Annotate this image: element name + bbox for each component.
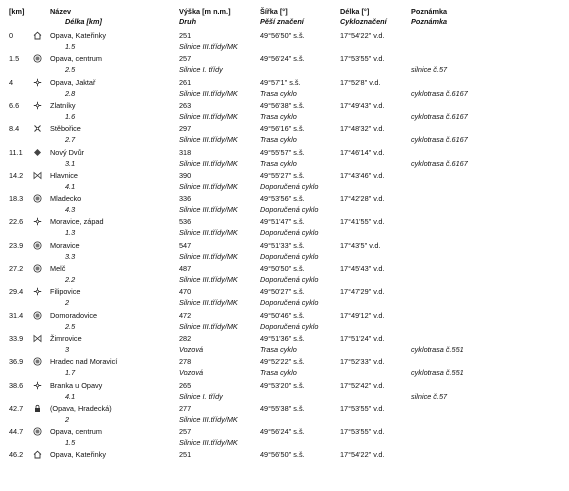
- waypoint-name: Filipovice: [50, 287, 81, 296]
- segment-road-type: Silnice I. třídy: [179, 65, 223, 74]
- waypoint-name: Stěbořice: [50, 124, 81, 133]
- target-icon: [33, 54, 42, 63]
- latitude-cell: 49°55'27" s.š.: [260, 171, 305, 180]
- longitude-cell: 17°42'28" v.d.: [340, 194, 385, 203]
- segment-road-type: Silnice III.třídy/MK: [179, 42, 238, 51]
- waypoint-name: Moravice, západ: [50, 217, 104, 226]
- km-cell: 18.3: [9, 194, 24, 203]
- segment-walk-marking: Trasa cyklo: [260, 112, 297, 121]
- altitude-cell: 257: [179, 54, 192, 63]
- segment-length: 3.1: [65, 159, 76, 168]
- latitude-cell: 49°55'57" s.š.: [260, 148, 305, 157]
- segment-length: 1.5: [65, 42, 76, 51]
- segment-walk-marking: Doporučená cyklo: [260, 205, 319, 214]
- waypoint-name: Nový Dvůr: [50, 148, 85, 157]
- house-icon: [33, 31, 42, 40]
- longitude-cell: 17°53'55" v.d.: [340, 404, 385, 413]
- waypoint-name: Opava, Kateřinky: [50, 450, 106, 459]
- km-cell: 6.6: [9, 101, 20, 110]
- latitude-cell: 49°51'36" s.š.: [260, 334, 305, 343]
- lock-icon: [33, 404, 42, 413]
- latitude-cell: 49°56'50" s.š.: [260, 450, 305, 459]
- altitude-cell: 390: [179, 171, 192, 180]
- waypoint-name: Opava, centrum: [50, 54, 102, 63]
- header-segment-length: Délka [km]: [65, 17, 102, 26]
- km-cell: 0: [9, 31, 14, 40]
- segment-length: 2.8: [65, 89, 76, 98]
- latitude-cell: 49°50'27" s.š.: [260, 287, 305, 296]
- segment-road-type: Silnice III.třídy/MK: [179, 205, 238, 214]
- target-icon: [33, 264, 42, 273]
- segment-road-type: Silnice III.třídy/MK: [179, 252, 238, 261]
- altitude-cell: 487: [179, 264, 192, 273]
- longitude-cell: 17°41'55" v.d.: [340, 217, 385, 226]
- km-cell: 29.4: [9, 287, 24, 296]
- target-icon: [33, 357, 42, 366]
- segment-length: 1.5: [65, 438, 76, 447]
- segment-walk-marking: Trasa cyklo: [260, 368, 297, 377]
- target-icon: [33, 241, 42, 250]
- altitude-cell: 277: [179, 404, 192, 413]
- crossroad-icon: [33, 287, 42, 296]
- segment-walk-marking: Trasa cyklo: [260, 345, 297, 354]
- longitude-cell: 17°47'29" v.d.: [340, 287, 385, 296]
- segment-walk-marking: Doporučená cyklo: [260, 228, 319, 237]
- latitude-cell: 49°51'33" s.š.: [260, 241, 305, 250]
- segment-road-type: Silnice III.třídy/MK: [179, 228, 238, 237]
- segment-length: 2.7: [65, 135, 76, 144]
- altitude-cell: 261: [179, 78, 192, 87]
- segment-road-type: Silnice III.třídy/MK: [179, 438, 238, 447]
- segment-length: 4.1: [65, 392, 76, 401]
- waypoint-name: Žimrovice: [50, 334, 82, 343]
- latitude-cell: 49°52'22" s.š.: [260, 357, 305, 366]
- longitude-cell: 17°43'5" v.d.: [340, 241, 381, 250]
- km-cell: 46.2: [9, 450, 24, 459]
- latitude-cell: 49°50'50" s.š.: [260, 264, 305, 273]
- longitude-cell: 17°53'55" v.d.: [340, 427, 385, 436]
- segment-road-type: Silnice III.třídy/MK: [179, 112, 238, 121]
- waypoint-name: Moravice: [50, 241, 80, 250]
- longitude-cell: 17°52'42" v.d.: [340, 381, 385, 390]
- segment-walk-marking: Trasa cyklo: [260, 135, 297, 144]
- altitude-cell: 297: [179, 124, 192, 133]
- segment-note: silnice č.57: [411, 65, 448, 74]
- crossroad-icon: [33, 78, 42, 87]
- segment-road-type: Silnice III.třídy/MK: [179, 89, 238, 98]
- latitude-cell: 49°50'46" s.š.: [260, 311, 305, 320]
- altitude-cell: 470: [179, 287, 192, 296]
- segment-length: 2: [65, 415, 70, 424]
- segment-road-type: Silnice III.třídy/MK: [179, 275, 238, 284]
- segment-note: cyklotrasa č.6167: [411, 89, 468, 98]
- segment-length: 3.3: [65, 252, 76, 261]
- header-cycle-marking: Cykloznačení: [340, 17, 387, 26]
- header-longitude: Délka [°]: [340, 7, 370, 16]
- longitude-cell: 17°45'43" v.d.: [340, 264, 385, 273]
- km-cell: 23.9: [9, 241, 24, 250]
- altitude-cell: 251: [179, 450, 192, 459]
- altitude-cell: 536: [179, 217, 192, 226]
- longitude-cell: 17°49'12" v.d.: [340, 311, 385, 320]
- segment-length: 2.5: [65, 322, 76, 331]
- segment-note: cyklotrasa č.6167: [411, 112, 468, 121]
- cross-icon: [33, 124, 42, 133]
- longitude-cell: 17°52'33" v.d.: [340, 357, 385, 366]
- segment-length: 2.2: [65, 275, 76, 284]
- house-icon: [33, 450, 42, 459]
- km-cell: 14.2: [9, 171, 24, 180]
- segment-walk-marking: Doporučená cyklo: [260, 182, 319, 191]
- latitude-cell: 49°55'38" s.š.: [260, 404, 305, 413]
- waypoint-name: Zlatníky: [50, 101, 76, 110]
- latitude-cell: 49°53'20" s.š.: [260, 381, 305, 390]
- latitude-cell: 49°57'1" s.š.: [260, 78, 301, 87]
- waypoint-name: Domoradovice: [50, 311, 98, 320]
- km-cell: 31.4: [9, 311, 24, 320]
- target-icon: [33, 311, 42, 320]
- longitude-cell: 17°48'32" v.d.: [340, 124, 385, 133]
- segment-length: 3: [65, 345, 70, 354]
- crossroad-icon: [33, 381, 42, 390]
- waypoint-name: Melč: [50, 264, 66, 273]
- segment-length: 4.3: [65, 205, 76, 214]
- longitude-cell: 17°53'55" v.d.: [340, 54, 385, 63]
- segment-road-type: Silnice III.třídy/MK: [179, 135, 238, 144]
- waypoint-name: (Opava, Hradecká): [50, 404, 112, 413]
- km-cell: 11.1: [9, 148, 23, 157]
- segment-length: 2: [65, 298, 70, 307]
- segment-note: silnice č.57: [411, 392, 448, 401]
- km-cell: 44.7: [9, 427, 24, 436]
- segment-note: cyklotrasa č.551: [411, 345, 464, 354]
- latitude-cell: 49°53'56" s.š.: [260, 194, 305, 203]
- segment-length: 1.7: [65, 368, 76, 377]
- waypoint-name: Opava, Kateřinky: [50, 31, 106, 40]
- diamond-icon: [33, 148, 42, 157]
- segment-road-type: Silnice I. třídy: [179, 392, 223, 401]
- target-icon: [33, 194, 42, 203]
- km-cell: 33.9: [9, 334, 24, 343]
- longitude-cell: 17°52'8" v.d.: [340, 78, 381, 87]
- segment-walk-marking: Trasa cyklo: [260, 89, 297, 98]
- segment-walk-marking: Doporučená cyklo: [260, 298, 319, 307]
- header-latitude: Šířka [°]: [260, 7, 288, 16]
- bow-icon: [33, 171, 42, 180]
- km-cell: 22.6: [9, 217, 24, 226]
- altitude-cell: 336: [179, 194, 192, 203]
- longitude-cell: 17°46'14" v.d.: [340, 148, 385, 157]
- altitude-cell: 251: [179, 31, 192, 40]
- segment-road-type: Silnice III.třídy/MK: [179, 182, 238, 191]
- km-cell: 27.2: [9, 264, 24, 273]
- km-cell: 38.6: [9, 381, 24, 390]
- longitude-cell: 17°43'46" v.d.: [340, 171, 385, 180]
- segment-note: cyklotrasa č.6167: [411, 135, 468, 144]
- header-altitude: Výška [m n.m.]: [179, 7, 231, 16]
- altitude-cell: 263: [179, 101, 192, 110]
- segment-road-type: Silnice III.třídy/MK: [179, 298, 238, 307]
- segment-length: 1.6: [65, 112, 76, 121]
- waypoint-name: Opava, centrum: [50, 427, 102, 436]
- altitude-cell: 472: [179, 311, 192, 320]
- bow-icon: [33, 334, 42, 343]
- waypoint-name: Opava, Jaktař: [50, 78, 96, 87]
- longitude-cell: 17°51'24" v.d.: [340, 334, 385, 343]
- header-type: Druh: [179, 17, 197, 26]
- segment-length: 4.1: [65, 182, 76, 191]
- longitude-cell: 17°49'43" v.d.: [340, 101, 385, 110]
- latitude-cell: 49°56'24" s.š.: [260, 54, 305, 63]
- header-km: [km]: [9, 7, 25, 16]
- segment-road-type: Silnice III.třídy/MK: [179, 159, 238, 168]
- segment-road-type: Silnice III.třídy/MK: [179, 322, 238, 331]
- altitude-cell: 547: [179, 241, 192, 250]
- altitude-cell: 257: [179, 427, 192, 436]
- segment-road-type: Vozová: [179, 368, 204, 377]
- latitude-cell: 49°56'24" s.š.: [260, 427, 305, 436]
- crossroad-icon: [33, 217, 42, 226]
- header-walk-marking: Pěší značení: [260, 17, 304, 26]
- segment-walk-marking: Trasa cyklo: [260, 159, 297, 168]
- waypoint-name: Branka u Opavy: [50, 381, 103, 390]
- segment-walk-marking: Doporučená cyklo: [260, 322, 319, 331]
- segment-length: 2.5: [65, 65, 76, 74]
- altitude-cell: 278: [179, 357, 192, 366]
- km-cell: 42.7: [9, 404, 24, 413]
- latitude-cell: 49°51'47" s.š.: [260, 217, 305, 226]
- longitude-cell: 17°54'22" v.d.: [340, 31, 385, 40]
- latitude-cell: 49°56'16" s.š.: [260, 124, 305, 133]
- header-name: Název: [50, 7, 72, 16]
- waypoint-name: Mladecko: [50, 194, 82, 203]
- latitude-cell: 49°56'50" s.š.: [260, 31, 305, 40]
- segment-note: cyklotrasa č.551: [411, 368, 464, 377]
- km-cell: 1.5: [9, 54, 20, 63]
- header-note: Poznámka: [411, 7, 448, 16]
- km-cell: 36.9: [9, 357, 24, 366]
- latitude-cell: 49°56'38" s.š.: [260, 101, 305, 110]
- crossroad-icon: [33, 101, 42, 110]
- altitude-cell: 265: [179, 381, 192, 390]
- segment-road-type: Vozová: [179, 345, 204, 354]
- segment-walk-marking: Doporučená cyklo: [260, 252, 319, 261]
- segment-road-type: Silnice III.třídy/MK: [179, 415, 238, 424]
- segment-length: 1.3: [65, 228, 76, 237]
- km-cell: 8.4: [9, 124, 20, 133]
- segment-note: cyklotrasa č.6167: [411, 159, 468, 168]
- waypoint-name: Hlavnice: [50, 171, 78, 180]
- segment-walk-marking: Doporučená cyklo: [260, 275, 319, 284]
- waypoint-name: Hradec nad Moravicí: [50, 357, 118, 366]
- altitude-cell: 318: [179, 148, 192, 157]
- target-icon: [33, 427, 42, 436]
- longitude-cell: 17°54'22" v.d.: [340, 450, 385, 459]
- header-segment-note: Poznámka: [411, 17, 448, 26]
- km-cell: 4: [9, 78, 14, 87]
- altitude-cell: 282: [179, 334, 192, 343]
